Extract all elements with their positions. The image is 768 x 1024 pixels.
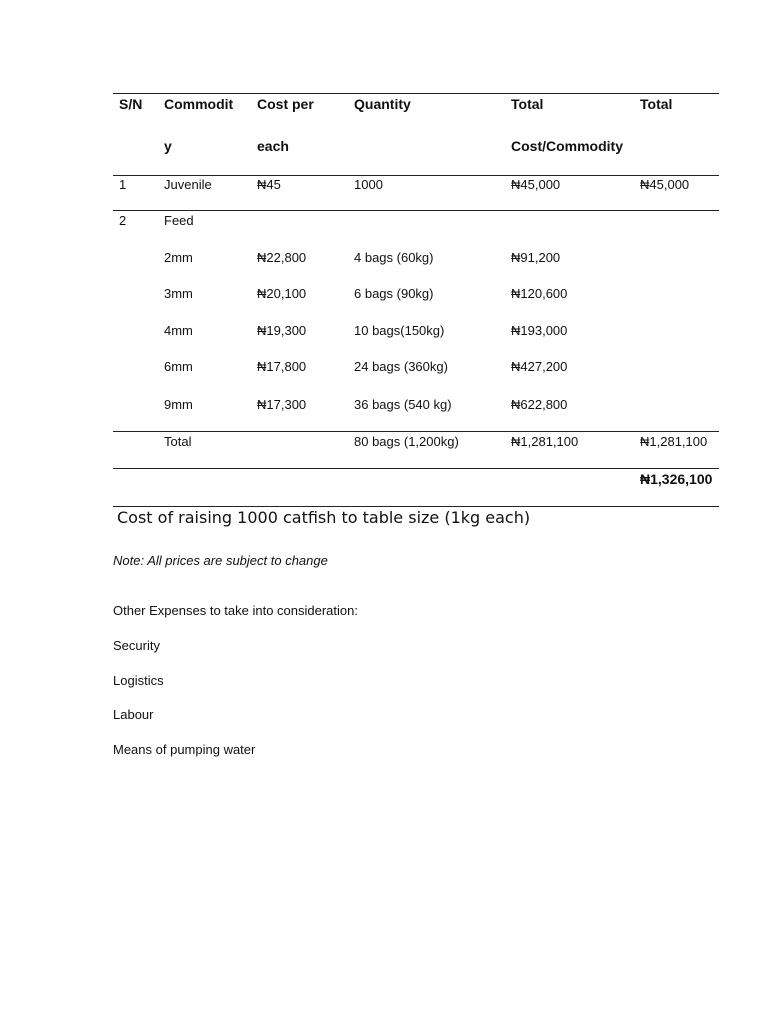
grand-total: ₦1,326,100 (640, 471, 713, 487)
feed-size: 2mm (164, 250, 193, 265)
feed-cost: ₦19,300 (257, 323, 307, 338)
table-caption: Cost of raising 1000 catfish to table size (1kg each) (117, 508, 531, 527)
feed-quantity: 24 bags (360kg) (354, 359, 448, 374)
header-commodity-line2: y (164, 138, 172, 154)
row1-total-cost: ₦45,000 (511, 177, 561, 192)
total-total: ₦1,281,100 (640, 434, 708, 449)
other-expenses-heading: Other Expenses to take into consideration: (113, 603, 358, 618)
row1-cost: ₦45 (257, 177, 281, 192)
row1-sn: 1 (119, 177, 127, 192)
feed-size: 4mm (164, 323, 193, 338)
header-sn: S/N (119, 96, 143, 112)
header-cost-line1: Cost per (257, 96, 314, 112)
feed-quantity: 6 bags (90kg) (354, 286, 434, 301)
expense-item-labour: Labour (113, 707, 154, 722)
feed-total-cost: ₦193,000 (511, 323, 568, 338)
feed-quantity: 36 bags (540 kg) (354, 397, 452, 412)
feed-size: 9mm (164, 397, 193, 412)
header-total-cost-line2: Cost/Commodity (511, 138, 623, 154)
feed-size: 3mm (164, 286, 193, 301)
row1-total: ₦45,000 (640, 177, 690, 192)
expense-item-logistics: Logistics (113, 673, 164, 688)
header-total-cost-line1: Total (511, 96, 544, 112)
header-bottom-rule (113, 175, 719, 176)
header-total: Total (640, 96, 673, 112)
feed-cost: ₦17,800 (257, 359, 307, 374)
table-top-rule (113, 93, 719, 94)
row2-commodity: Feed (164, 213, 194, 228)
header-quantity: Quantity (354, 96, 411, 112)
row1-quantity: 1000 (354, 177, 383, 192)
total-cost-commodity: ₦1,281,100 (511, 434, 579, 449)
feed-total-cost: ₦427,200 (511, 359, 568, 374)
feed-total-cost: ₦120,600 (511, 286, 568, 301)
total-quantity: 80 bags (1,200kg) (354, 434, 459, 449)
header-commodity-line1: Commodit (164, 96, 234, 112)
total-label: Total (164, 434, 192, 449)
expense-item-pumping-water: Means of pumping water (113, 742, 256, 757)
feed-cost: ₦20,100 (257, 286, 307, 301)
table-bottom-rule (113, 506, 719, 507)
header-cost-line2: each (257, 138, 289, 154)
expense-item-security: Security (113, 638, 160, 653)
feed-bottom-rule (113, 431, 719, 432)
feed-total-cost: ₦622,800 (511, 397, 568, 412)
feed-cost: ₦22,800 (257, 250, 307, 265)
feed-quantity: 4 bags (60kg) (354, 250, 434, 265)
price-note: Note: All prices are subject to change (113, 553, 328, 568)
feed-total-cost: ₦91,200 (511, 250, 561, 265)
row1-bottom-rule (113, 210, 719, 211)
feed-size: 6mm (164, 359, 193, 374)
total-bottom-rule (113, 468, 719, 469)
row2-sn: 2 (119, 213, 127, 228)
row1-commodity: Juvenile (164, 177, 212, 192)
feed-quantity: 10 bags(150kg) (354, 323, 445, 338)
feed-cost: ₦17,300 (257, 397, 307, 412)
